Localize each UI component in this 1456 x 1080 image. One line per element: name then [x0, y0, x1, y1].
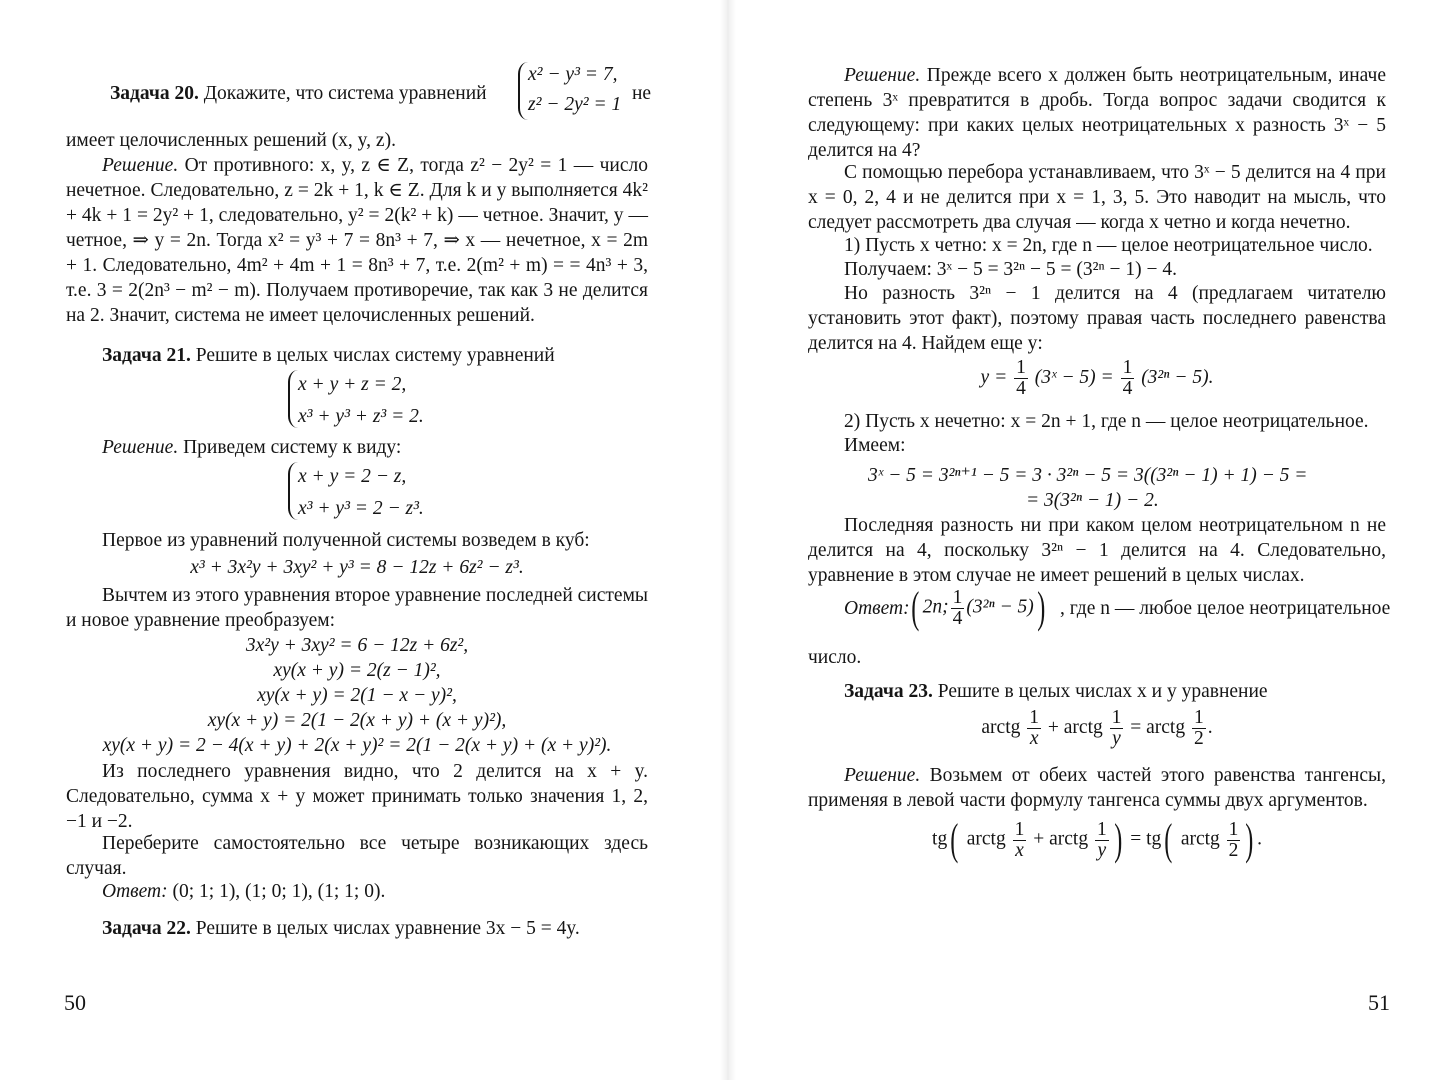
task21-title: Задача 21.: [102, 345, 191, 366]
task23-title: Задача 23.: [844, 681, 933, 702]
task21-brace: [288, 370, 298, 428]
task20-brace: [518, 62, 528, 120]
task21-cube: x³ + 3x²y + 3xy² + y³ = 8 − 12z + 6z² − z³.: [190, 557, 524, 578]
task20-title: Задача 20.: [110, 83, 199, 104]
right-p2: С помощью перебора устанавливаем, что 3ˣ − 5 делится на 4 при x = 0, 2, 4 и не делится при x = 1, 3, 5. Это наводит на мысль, что следует рассмотреть два случая — когда x четно и когда нечетно.: [808, 162, 1386, 233]
answer-expression: ( 2n; $\frac{1}{4}$ (3²ⁿ − 5)): [911, 583, 1046, 632]
page-number-right: 51: [1368, 990, 1390, 1015]
task20-text-b: не: [632, 83, 652, 104]
solution-label: Решение.: [102, 437, 179, 458]
task21-header: Задача 21. Решите в целых числах систему уравнений: [102, 345, 555, 366]
task21-para1: Первое из уравнений полученной системы возведем в куб:: [102, 530, 590, 551]
right-p5b: Имеем:: [844, 435, 906, 456]
right-answer: [808, 583, 1391, 636]
task23-eq: arctg $\frac{1}{x}$ + arctg $\frac{1}{y}$ = arctg $\frac{1}{2}$ .: [981, 707, 1213, 749]
task20-solution: Решение. От противного: x, y, z ∈ Z, тогда z² − 2y² = 1 — число нечетное. Следовательно, z = 2k + 1, k ∈ Z. Для k и y выполняется 4k² + 4k + 1 = 2y² + 1, следовательно, y² = 2(k² + k) — четное. Значит, y — четное, ⇒ y = 2n. Тогда x² = y³ + 7 = 8n³ + 7, ⇒ x — нечетное, x = 2m + 1. Следовательно, 4m² + 4m + 1 = 8n³ + 7, т.е. 2(m² + m) = = 4n³ + 3, т.е. 3 = 2(2n³ − m² − m). Получаем противоречие, так как 3 не делится на 2. Значит, система не имеет целочисленных решений.: [66, 155, 649, 326]
task23-header: Задача 23. Решите в целых числах x и y уравнение: [844, 681, 1268, 702]
task23-solution: Решение. Возьмем от обеих частей этого равенства тангенсы, применяя в левой части формулу тангенса суммы двух аргументов.: [808, 765, 1386, 811]
eq-odd-1: 3ˣ − 5 = 3²ⁿ⁺¹ − 5 = 3 · 3²ⁿ − 5 = 3((3²ⁿ − 1) + 1) − 5 =: [868, 465, 1308, 486]
task21-sys1: x + y + z = 2,: [298, 374, 407, 395]
right-solution-p1: Решение. Прежде всего x должен быть неотрицательным, иначе степень 3ˣ превратится в дробь. Тогда вопрос задачи сводится к следующему: при каких целых неотрицательных x разность 3ˣ − 5 делится на 4?: [808, 65, 1386, 161]
task20-header: [66, 64, 652, 115]
page-number-left: 50: [64, 990, 86, 1015]
solution-label: Решение.: [844, 65, 921, 86]
task21-answer: Ответ: (0; 1; 1), (1; 0; 1), (1; 1; 0).: [102, 881, 386, 902]
task21-line-3: xy(x + y) = 2(1 − x − y)²,: [257, 685, 457, 706]
task21-sys4: x³ + y³ = 2 − z³.: [298, 498, 424, 519]
right-page: [728, 0, 1456, 1080]
answer-text: , где n — любое целое неотрицательное: [1060, 598, 1391, 619]
solution-label: Решение.: [844, 765, 921, 786]
task21-line-2: xy(x + y) = 2(z − 1)²,: [273, 660, 441, 681]
task22-title: Задача 22.: [102, 918, 191, 939]
task21-sys2: x³ + y³ + z³ = 2.: [298, 406, 424, 427]
task20-text: Докажите, что система уравнений: [203, 83, 487, 104]
task20-eq1: x² − y³ = 7,: [528, 64, 618, 85]
right-p5a: 2) Пусть x нечетно: x = 2n + 1, где n — целое неотрицательное.: [844, 411, 1369, 432]
task21-line-5: xy(x + y) = 2 − 4(x + y) + 2(x + y)² = 2(1 − 2(x + y) + (x + y)²).: [102, 735, 612, 756]
task20-eq2: z² − 2y² = 1: [528, 94, 622, 115]
task21-brace-2: [288, 462, 298, 520]
eq-odd-2: = 3(3²ⁿ − 1) − 2.: [1026, 490, 1159, 511]
task21-line-4: xy(x + y) = 2(1 − 2(x + y) + (x + y)²),: [207, 710, 507, 731]
task21-para3: Из последнего уравнения видно, что 2 делится на x + y. Следовательно, сумма x + y может принимать только значения 1, 2, −1 и −2.: [66, 761, 648, 832]
eq-y: y = $\frac{1}{4}$ (3ˣ − 5) = $\frac{1}{4}$ (3²ⁿ − 5).: [980, 357, 1214, 399]
answer-label: Ответ:: [102, 881, 168, 902]
task21-para4: Переберите самостоятельно все четыре возникающих здесь случая.: [66, 833, 648, 879]
task20-text-c: имеет целочисленных решений (x, y, z).: [66, 130, 396, 151]
task21-solution: Решение. Приведем систему к виду:: [102, 437, 402, 458]
task23-tg-eq: tg( arctg $\frac{1}{x}$ + arctg $\frac{1}{y}$ ) = tg( arctg $\frac{1}{2}$ ) .: [932, 815, 1262, 864]
task22-header: Задача 22. Решите в целых числах уравнение 3x − 5 = 4y.: [102, 918, 580, 939]
right-p3b: Получаем: 3ˣ − 5 = 3²ⁿ − 5 = (3²ⁿ − 1) − 4.: [844, 259, 1178, 280]
task21-para2: Вычтем из этого уравнения второе уравнение последней системы и новое уравнение преобразуем:: [66, 585, 649, 631]
task21-sys3: x + y = 2 − z,: [298, 466, 407, 487]
right-p6: Последняя разность ни при каком целом неотрицательном n не делится на 4, поскольку 3²ⁿ − 1 делится на 4. Следовательно, уравнение в этом случае не имеет решений в целых числах.: [808, 515, 1386, 586]
solution-label: Решение.: [102, 155, 179, 176]
right-p3a: 1) Пусть x четно: x = 2n, где n — целое неотрицательное число.: [844, 235, 1373, 256]
task21-line-1: 3x²y + 3xy² = 6 − 12z + 6z²,: [245, 635, 469, 656]
right-p4: Но разность 3²ⁿ − 1 делится на 4 (предлагаем читателю установить этот факт), поэтому правая часть последнего равенства делится на 4. Найдем еще y:: [808, 283, 1386, 354]
answer-tail: число.: [808, 647, 862, 668]
answer-label: Ответ:: [844, 598, 910, 619]
